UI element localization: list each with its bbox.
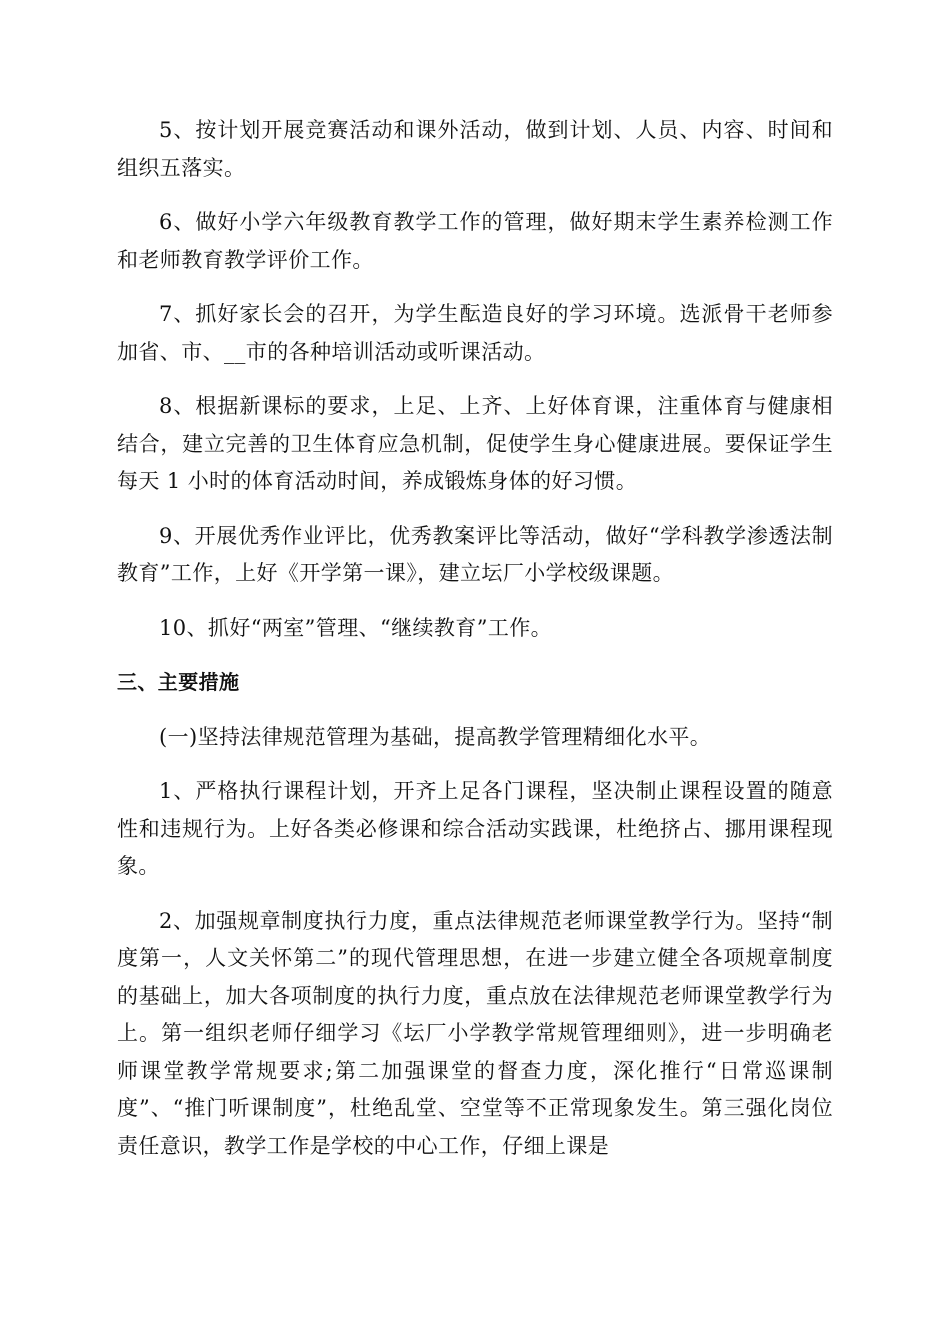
paragraph-item-8: 8、根据新课标的要求，上足、上齐、上好体育课，注重体育与健康相结合，建立完善的卫生体育应急机制，促使学生身心健康进展。要保证学生每天 1 小时的体育活动时间，养成锻炼身体的好习惯。 [117,394,833,493]
measure-item-1: 1、严格执行课程计划，开齐上足各门课程，坚决制止课程设置的随意性和违规行为。上好各类必修课和综合活动实践课，杜绝挤占、挪用课程现象。 [117,779,833,878]
measure-item-2: 2、加强规章制度执行力度，重点法律规范老师课堂教学行为。坚持“制度第一，人文关怀第二”的现代管理思想，在进一步建立健全各项规章制度的基础上，加大各项制度的执行力度，重点放在法律规范老师课堂教学行为上。第一组织老师仔细学习《坛厂小学教学常规管理细则》，进一步明确老师课堂教学常规要求;第二加强课堂的督查力度，深化推行“日常巡课制度”、“推门听课制度”，杜绝乱堂、空堂等不正常现象发生。第三强化岗位责任意识，教学工作是学校的中心工作，仔细上课是 [117,908,833,1158]
paragraph-item-7: 7、抓好家长会的召开，为学生酝造良好的学习环境。选派骨干老师参加省、市、__市的各种培训活动或听课活动。 [117,302,833,364]
paragraph-item-9: 9、开展优秀作业评比，优秀教案评比等活动，做好“学科教学渗透法制教育”工作，上好《开学第一课》，建立坛厂小学校级课题。 [117,523,833,585]
section-heading: 三、主要措施 [117,670,240,694]
paragraph-item-10: 10、抓好“两室”管理、“继续教育”工作。 [159,615,553,640]
paragraph-item-6: 6、做好小学六年级教育教学工作的管理，做好期末学生素养检测工作和老师教育教学评价工作。 [117,210,833,272]
paragraph-item-5: 5、按计划开展竞赛活动和课外活动，做到计划、人员、内容、时间和组织五落实。 [117,118,833,180]
document-page [117,112,833,1182]
subsection-title: (一)坚持法律规范管理为基础，提高教学管理精细化水平。 [159,724,712,749]
